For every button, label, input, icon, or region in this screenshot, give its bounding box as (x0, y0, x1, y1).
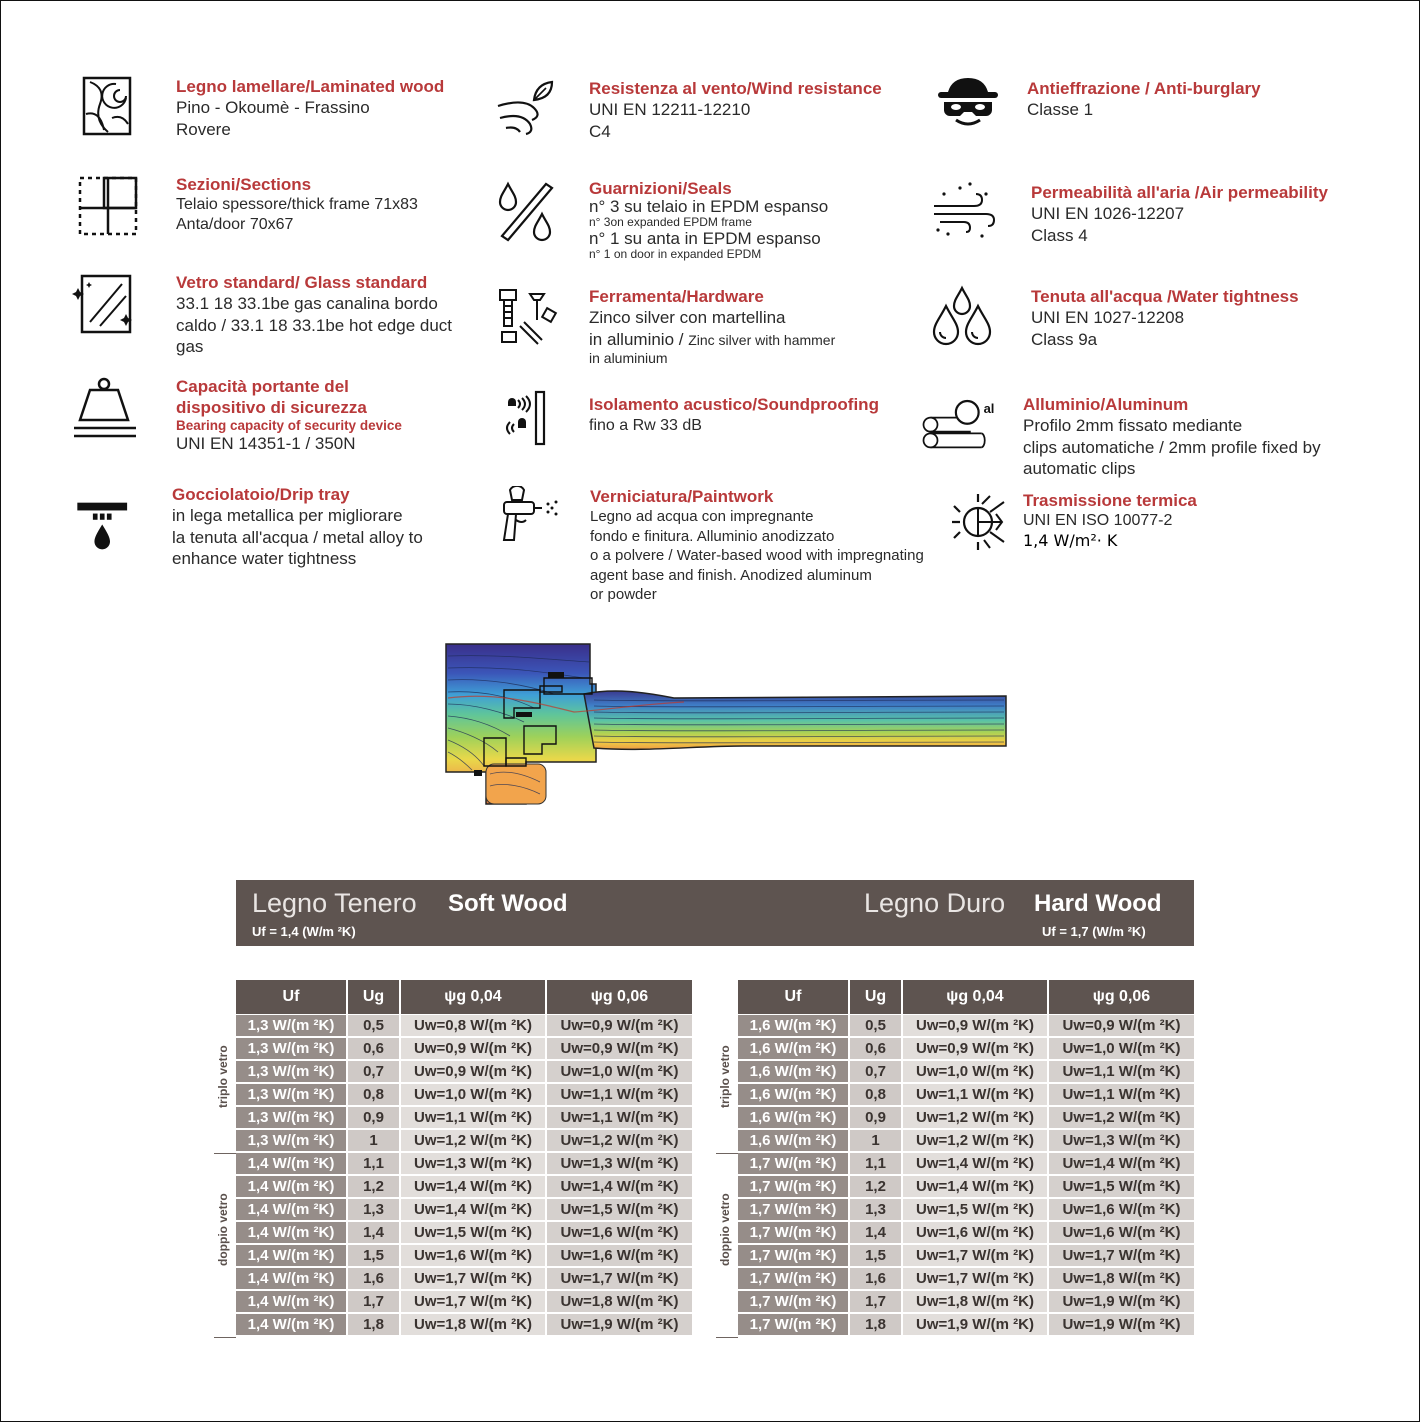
table-row (236, 1245, 692, 1267)
table-row (738, 1130, 1194, 1152)
cell-uw-psi-004: Uw=1,0 W/(m ²K) (401, 1084, 545, 1105)
feature-title: Vetro standard/ Glass standard (176, 273, 428, 292)
group-divider (214, 1153, 236, 1154)
burglar-icon (934, 76, 1004, 146)
table-row (236, 1084, 692, 1106)
cell-uf: 1,6 W/(m ²K) (738, 1107, 848, 1128)
cell-uf: 1,7 W/(m ²K) (738, 1291, 848, 1312)
cell-uf: 1,3 W/(m ²K) (236, 1107, 346, 1128)
feature-title: Guarnizioni/Seals (589, 179, 732, 198)
feature-line: fondo e finitura. Alluminio anodizzato (590, 527, 835, 545)
cell-ug: 0,5 (850, 1015, 901, 1036)
feature-line: agent base and finish. Anodized aluminum (590, 566, 872, 584)
feature-title: Alluminio/Aluminum (1023, 395, 1189, 414)
cell-uw-psi-006: Uw=1,5 W/(m ²K) (547, 1199, 692, 1220)
cell-ug: 0,5 (348, 1015, 399, 1036)
cell-uw-psi-004: Uw=1,8 W/(m ²K) (401, 1314, 545, 1335)
cell-uf: 1,6 W/(m ²K) (738, 1061, 848, 1082)
cell-ug: 1,3 (850, 1199, 901, 1220)
cell-uw-psi-006: Uw=1,2 W/(m ²K) (1049, 1107, 1194, 1128)
feature-line: Profilo 2mm fissato mediante (1023, 416, 1243, 435)
cell-uw-psi-006: Uw=1,9 W/(m ²K) (547, 1314, 692, 1335)
cell-uw-psi-006: Uw=1,9 W/(m ²K) (1049, 1291, 1194, 1312)
feature-title: Ferramenta/Hardware (589, 287, 764, 306)
cell-uw-psi-004: Uw=1,2 W/(m ²K) (903, 1130, 1047, 1151)
table-row (236, 1199, 692, 1221)
table-row (236, 1176, 692, 1198)
feature-line: UNI EN 1026-12207 (1031, 204, 1185, 223)
feature-line: Telaio spessore/thick frame 71x83 (176, 196, 418, 213)
seal-drops-icon (494, 178, 564, 248)
table-row (738, 1245, 1194, 1267)
cell-ug: 1,2 (348, 1176, 399, 1197)
cell-uw-psi-006: Uw=1,8 W/(m ²K) (1049, 1268, 1194, 1289)
cell-uw-psi-006: Uw=1,4 W/(m ²K) (547, 1176, 692, 1197)
feature-line: Anta/door 70x67 (176, 216, 294, 233)
col-header-psi-004: ψg 0,04 (903, 980, 1047, 1014)
feature-title: Gocciolatoio/Drip tray (172, 485, 350, 504)
group-label-double: doppio vetro (718, 1193, 732, 1266)
cell-ug: 1,7 (348, 1291, 399, 1312)
table-row (738, 1153, 1194, 1175)
cell-ug: 0,9 (348, 1107, 399, 1128)
cell-uf: 1,4 W/(m ²K) (236, 1268, 346, 1289)
feature-line: automatic clips (1023, 459, 1136, 478)
cell-uf: 1,4 W/(m ²K) (236, 1176, 346, 1197)
cell-uf: 1,3 W/(m ²K) (236, 1084, 346, 1105)
cell-uf: 1,4 W/(m ²K) (236, 1153, 346, 1174)
cell-uw-psi-006: Uw=1,6 W/(m ²K) (1049, 1222, 1194, 1243)
table-row (738, 1084, 1194, 1106)
feature-value: 1,4 W/m²· K (1023, 531, 1118, 550)
cell-ug: 1,1 (348, 1153, 399, 1174)
cell-ug: 1,7 (850, 1291, 901, 1312)
col-header-uf: Uf (236, 980, 346, 1014)
cell-uw-psi-004: Uw=1,4 W/(m ²K) (401, 1199, 545, 1220)
feature-line: in alluminio / (589, 329, 689, 349)
feature-title: Legno lamellare/Laminated wood (176, 77, 445, 96)
cell-uw-psi-006: Uw=1,4 W/(m ²K) (1049, 1153, 1194, 1174)
cell-uw-psi-004: Uw=1,7 W/(m ²K) (903, 1268, 1047, 1289)
cell-uw-psi-006: Uw=1,7 W/(m ²K) (547, 1268, 692, 1289)
table-row (236, 1038, 692, 1060)
group-label-triple: triplo vetro (216, 1045, 230, 1108)
cell-ug: 0,6 (850, 1038, 901, 1059)
cell-uf: 1,4 W/(m ²K) (236, 1245, 346, 1266)
cell-uw-psi-004: Uw=1,7 W/(m ²K) (401, 1291, 545, 1312)
hard-wood-label-it: Legno Duro (864, 888, 1006, 918)
cell-uw-psi-004: Uw=1,7 W/(m ²K) (903, 1245, 1047, 1266)
water-drops-icon (930, 284, 1000, 354)
feature-line: fino a Rw 33 dB (589, 417, 702, 434)
table-row (236, 1107, 692, 1129)
feature-line: n° 1 su anta in EPDM espanso (589, 229, 821, 248)
cell-uf: 1,3 W/(m ²K) (236, 1038, 346, 1059)
cell-ug: 1,3 (348, 1199, 399, 1220)
feature-line-small: Zinc silver with hammer (688, 331, 836, 348)
hard-wood-uf: Uf = 1,7 (W/m ²K) (1042, 924, 1146, 939)
feature-line: 33.1 18 33.1be gas canalina bordo (176, 294, 438, 313)
cell-uf: 1,7 W/(m ²K) (738, 1245, 848, 1266)
feature-title: Trasmissione termica (1023, 491, 1197, 510)
cell-uw-psi-004: Uw=0,9 W/(m ²K) (903, 1038, 1047, 1059)
table-row (738, 1015, 1194, 1037)
cell-uf: 1,6 W/(m ²K) (738, 1015, 848, 1036)
cell-uf: 1,7 W/(m ²K) (738, 1153, 848, 1174)
cell-uw-psi-004: Uw=1,6 W/(m ²K) (903, 1222, 1047, 1243)
cell-uf: 1,6 W/(m ²K) (738, 1084, 848, 1105)
feature-line: Legno ad acqua con impregnante (590, 508, 814, 525)
cell-uw-psi-006: Uw=1,2 W/(m ²K) (547, 1130, 692, 1151)
wood-grain-icon (76, 74, 146, 144)
feature-line: Pino - Okoumè - Frassino (176, 98, 370, 117)
cell-uw-psi-004: Uw=1,6 W/(m ²K) (401, 1245, 545, 1266)
feature-line-small: in aluminium (589, 350, 668, 366)
table-row (738, 1061, 1194, 1083)
feature-line: enhance water tightness (172, 549, 357, 568)
cell-uf: 1,7 W/(m ²K) (738, 1268, 848, 1289)
hardware-bolts-icon (494, 284, 564, 354)
cell-uw-psi-006: Uw=1,3 W/(m ²K) (1049, 1130, 1194, 1151)
drip-tray-icon (68, 484, 138, 554)
feature-line-mixed (589, 329, 835, 351)
feature-title: Verniciatura/Paintwork (590, 487, 774, 506)
col-header-psi-004: ψg 0,04 (401, 980, 545, 1014)
feature-title: Permeabilità all'aria /Air permeability (1031, 183, 1328, 202)
table-row (236, 1153, 692, 1175)
col-header-ug: Ug (850, 980, 901, 1014)
cell-ug: 1,4 (850, 1222, 901, 1243)
table-row (236, 1268, 692, 1290)
col-header-uf: Uf (738, 980, 848, 1014)
table-row (236, 1314, 692, 1336)
cell-ug: 1,4 (348, 1222, 399, 1243)
feature-line: in lega metallica per migliorare (172, 506, 403, 525)
cell-ug: 1,1 (850, 1153, 901, 1174)
cell-uw-psi-004: Uw=1,5 W/(m ²K) (401, 1222, 545, 1243)
cell-ug: 0,9 (850, 1107, 901, 1128)
feature-line: Class 9a (1031, 329, 1098, 349)
cell-ug: 0,8 (850, 1084, 901, 1105)
aluminum-badge: al (983, 401, 995, 416)
cell-ug: 0,6 (348, 1038, 399, 1059)
cell-uw-psi-006: Uw=1,9 W/(m ²K) (1049, 1314, 1194, 1335)
table-row (738, 1222, 1194, 1244)
cell-uf: 1,7 W/(m ²K) (738, 1176, 848, 1197)
air-flow-icon (930, 180, 1000, 250)
cell-uw-psi-006: Uw=1,1 W/(m ²K) (1049, 1061, 1194, 1082)
cell-uf: 1,3 W/(m ²K) (236, 1015, 346, 1036)
table-row (738, 1291, 1194, 1313)
table-row (738, 1314, 1194, 1336)
table-row (236, 1061, 692, 1083)
col-header-psi-006: ψg 0,06 (1049, 980, 1194, 1014)
feature-line: caldo / 33.1 18 33.1be hot edge duct (176, 315, 453, 335)
thermal-profile-illustration (444, 642, 1008, 806)
cell-uw-psi-006: Uw=0,9 W/(m ²K) (547, 1038, 692, 1059)
feature-line-small: n° 1 on door in expanded EPDM (589, 247, 762, 261)
feature-line: gas (176, 337, 204, 356)
feature-title: Resistenza al vento/Wind resistance (589, 79, 882, 98)
cell-ug: 1,5 (850, 1245, 901, 1266)
cell-uw-psi-004: Uw=1,9 W/(m ²K) (903, 1314, 1047, 1335)
cell-uw-psi-004: Uw=0,9 W/(m ²K) (903, 1015, 1047, 1036)
cell-uw-psi-004: Uw=1,4 W/(m ²K) (903, 1153, 1047, 1174)
cell-uf: 1,3 W/(m ²K) (236, 1061, 346, 1082)
table-row (738, 1107, 1194, 1129)
col-header-ug: Ug (348, 980, 399, 1014)
sound-wall-icon (498, 390, 568, 460)
feature-line: Classe 1 (1027, 100, 1094, 119)
cell-ug: 1,5 (348, 1245, 399, 1266)
cell-ug: 0,8 (348, 1084, 399, 1105)
wood-type-header (236, 880, 1194, 946)
feature-line: C4 (589, 121, 611, 141)
feature-line: or powder (590, 586, 657, 603)
feature-title: Capacità portante del (176, 377, 349, 396)
feature-line: o a polvere / Water-based wood with impregnating (590, 547, 924, 564)
feature-subtitle: Bearing capacity of security device (176, 418, 402, 433)
group-divider (716, 1337, 738, 1338)
cell-uw-psi-006: Uw=1,7 W/(m ²K) (1049, 1245, 1194, 1266)
sun-snow-icon (948, 490, 1018, 560)
table-row (738, 1176, 1194, 1198)
feature-line: UNI EN ISO 10077-2 (1023, 512, 1173, 529)
cell-uw-psi-004: Uw=1,4 W/(m ²K) (401, 1176, 545, 1197)
cell-uw-psi-004: Uw=1,0 W/(m ²K) (903, 1061, 1047, 1082)
spray-gun-icon (494, 486, 564, 556)
cell-uw-psi-006: Uw=1,8 W/(m ²K) (547, 1291, 692, 1312)
cell-uf: 1,6 W/(m ²K) (738, 1130, 848, 1151)
cell-uw-psi-004: Uw=0,9 W/(m ²K) (401, 1038, 545, 1059)
hard-wood-label-en: Hard Wood (1034, 890, 1162, 917)
cell-uw-psi-004: Uw=1,5 W/(m ²K) (903, 1199, 1047, 1220)
cell-uf: 1,4 W/(m ²K) (236, 1199, 346, 1220)
cell-ug: 1,2 (850, 1176, 901, 1197)
cell-ug: 0,7 (348, 1061, 399, 1082)
feature-title: Tenuta all'acqua /Water tightness (1031, 287, 1299, 306)
cell-uw-psi-006: Uw=0,9 W/(m ²K) (1049, 1015, 1194, 1036)
feature-title: dispositivo di sicurezza (176, 398, 367, 417)
cell-uw-psi-006: Uw=1,6 W/(m ²K) (547, 1222, 692, 1243)
cell-uf: 1,4 W/(m ²K) (236, 1314, 346, 1335)
group-divider (214, 1337, 236, 1338)
table-row (738, 1038, 1194, 1060)
table-row (738, 1268, 1194, 1290)
feature-line-small: n° 3on expanded EPDM frame (589, 215, 752, 229)
cell-uf: 1,3 W/(m ²K) (236, 1130, 346, 1151)
feature-line: la tenuta all'acqua / metal alloy to (172, 527, 423, 547)
cell-uw-psi-006: Uw=1,1 W/(m ²K) (1049, 1084, 1194, 1105)
cell-uw-psi-006: Uw=1,1 W/(m ²K) (547, 1084, 692, 1105)
table-row (738, 1199, 1194, 1221)
feature-line: Rovere (176, 119, 231, 139)
feature-line: UNI EN 14351-1 / 350N (176, 434, 356, 453)
window-sections-icon (76, 172, 146, 242)
cell-uw-psi-006: Uw=1,6 W/(m ²K) (547, 1245, 692, 1266)
cell-uw-psi-006: Uw=1,3 W/(m ²K) (547, 1153, 692, 1174)
feature-line: Zinco silver con martellina (589, 308, 786, 327)
cell-ug: 1,8 (348, 1314, 399, 1335)
weight-icon (70, 374, 140, 444)
cell-uf: 1,4 W/(m ²K) (236, 1222, 346, 1243)
cell-uw-psi-006: Uw=1,5 W/(m ²K) (1049, 1176, 1194, 1197)
feature-line: n° 3 su telaio in EPDM espanso (589, 197, 829, 216)
table-row (236, 1222, 692, 1244)
cell-ug: 1 (850, 1130, 901, 1151)
cell-uw-psi-004: Uw=1,1 W/(m ²K) (903, 1084, 1047, 1105)
cell-uf: 1,7 W/(m ²K) (738, 1199, 848, 1220)
cell-uw-psi-004: Uw=1,2 W/(m ²K) (401, 1130, 545, 1151)
cell-uw-psi-004: Uw=1,7 W/(m ²K) (401, 1268, 545, 1289)
feature-title: Isolamento acustico/Soundproofing (589, 395, 879, 414)
col-header-psi-006: ψg 0,06 (547, 980, 692, 1014)
wind-leaf-icon (494, 76, 564, 146)
table-row (236, 1130, 692, 1152)
feature-line: Class 4 (1031, 225, 1088, 245)
table-row (236, 1015, 692, 1037)
soft-wood-uf: Uf = 1,4 (W/m ²K) (252, 924, 356, 939)
cell-uw-psi-004: Uw=1,1 W/(m ²K) (401, 1107, 545, 1128)
soft-wood-label-it: Legno Tenero (252, 888, 417, 918)
feature-title: Sezioni/Sections (176, 175, 312, 194)
cell-uf: 1,4 W/(m ²K) (236, 1291, 346, 1312)
cell-uf: 1,6 W/(m ²K) (738, 1038, 848, 1059)
cell-ug: 1 (348, 1130, 399, 1151)
cell-ug: 1,6 (348, 1268, 399, 1289)
cell-uw-psi-006: Uw=1,0 W/(m ²K) (1049, 1038, 1194, 1059)
cell-uw-psi-004: Uw=0,8 W/(m ²K) (401, 1015, 545, 1036)
cell-uw-psi-006: Uw=0,9 W/(m ²K) (547, 1015, 692, 1036)
cell-ug: 1,8 (850, 1314, 901, 1335)
cell-uw-psi-004: Uw=1,2 W/(m ²K) (903, 1107, 1047, 1128)
feature-line: clips automatiche / 2mm profile fixed by (1023, 437, 1321, 457)
cell-uf: 1,7 W/(m ²K) (738, 1314, 848, 1335)
feature-line: UNI EN 12211-12210 (589, 100, 751, 119)
cell-ug: 1,6 (850, 1268, 901, 1289)
cell-uw-psi-006: Uw=1,6 W/(m ²K) (1049, 1199, 1194, 1220)
cell-ug: 0,7 (850, 1061, 901, 1082)
cell-uf: 1,7 W/(m ²K) (738, 1222, 848, 1243)
feature-title: Antieffrazione / Anti-burglary (1027, 79, 1261, 98)
cell-uw-psi-006: Uw=1,0 W/(m ²K) (547, 1061, 692, 1082)
cell-uw-psi-004: Uw=1,3 W/(m ²K) (401, 1153, 545, 1174)
cell-uw-psi-004: Uw=1,4 W/(m ²K) (903, 1176, 1047, 1197)
cell-uw-psi-006: Uw=1,1 W/(m ²K) (547, 1107, 692, 1128)
soft-wood-label-en: Soft Wood (448, 890, 568, 917)
feature-line: UNI EN 1027-12208 (1031, 308, 1185, 327)
group-divider (716, 1153, 738, 1154)
group-label-double: doppio vetro (216, 1193, 230, 1266)
group-label-triple: triplo vetro (718, 1045, 732, 1108)
cell-uw-psi-004: Uw=0,9 W/(m ²K) (401, 1061, 545, 1082)
glass-pane-icon (68, 270, 138, 340)
table-row (236, 1291, 692, 1313)
cell-uw-psi-004: Uw=1,8 W/(m ²K) (903, 1291, 1047, 1312)
